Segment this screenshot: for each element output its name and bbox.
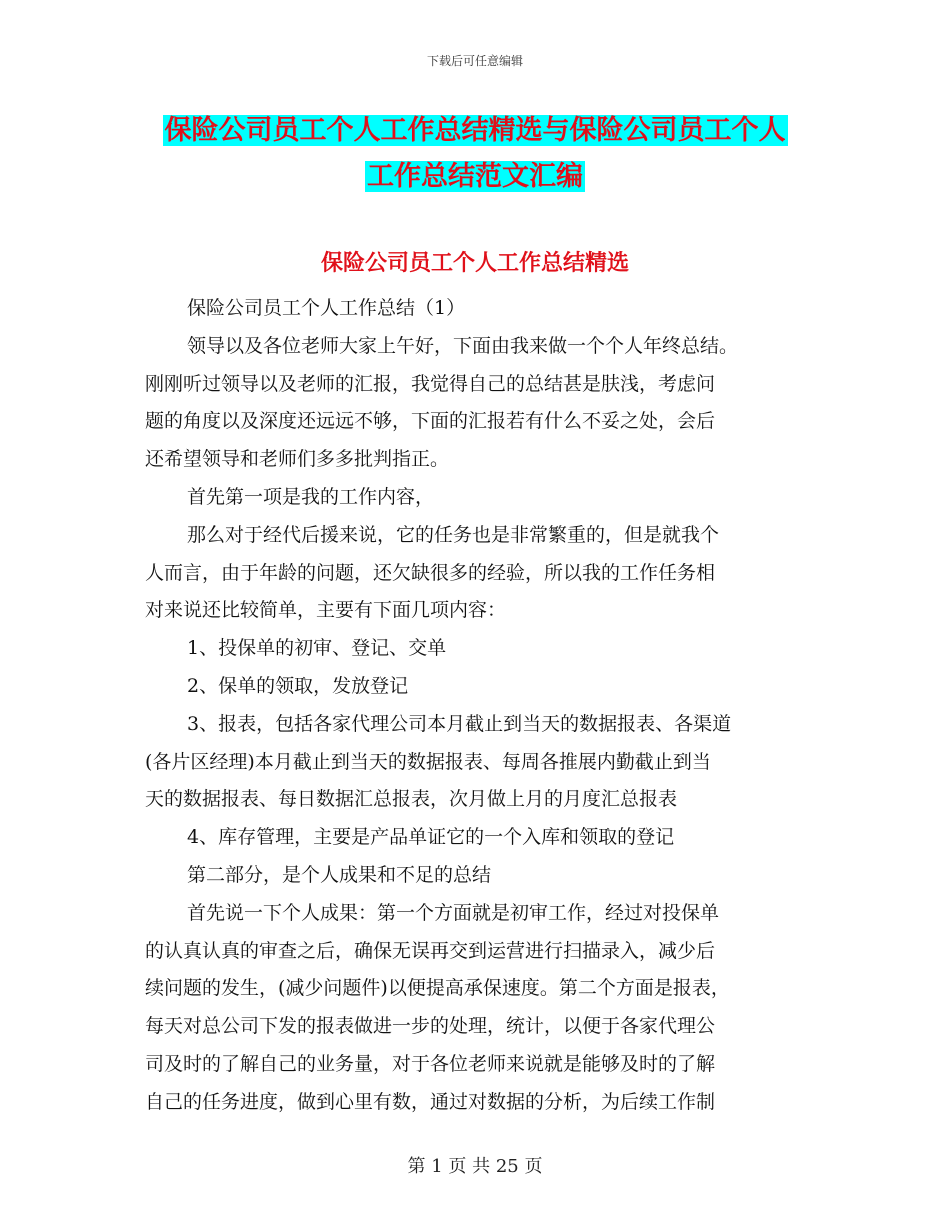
header-note: 下载后可任意编辑 xyxy=(426,54,523,68)
body-line: 第二部分，是个人成果和不足的总结 xyxy=(187,863,492,886)
body-line: 刚刚听过领导以及老师的汇报，我觉得自己的总结甚是肤浅，考虑问 xyxy=(145,372,716,395)
body-line: 保险公司员工个人工作总结（1） xyxy=(187,297,466,319)
list-item: 3、报表，包括各家代理公司本月截止到当天的数据报表、各渠道 xyxy=(187,712,732,735)
body-line: 题的角度以及深度还远远不够，下面的汇报若有什么不妥之处，会后 xyxy=(145,410,716,433)
body-line: 续问题的发生，(减少问题件)以便提高承保速度。第二个方面是报表， xyxy=(145,977,730,1000)
main-title-line-2: 工作总结范文汇编 xyxy=(367,161,583,192)
page-footer: 第 1 页 共 25 页 xyxy=(407,1156,543,1177)
body-line: (各片区经理)本月截止到当天的数据报表、每周各推展内勤截止到当 xyxy=(145,750,711,773)
body-line: 首先说一下个人成果：第一个方面就是初审工作，经过对投保单 xyxy=(187,901,720,924)
body-line: 天的数据报表、每日数据汇总报表，次月做上月的月度汇总报表 xyxy=(145,788,678,811)
body-line: 那么对于经代后援来说，它的任务也是非常繁重的，但是就我个 xyxy=(187,523,720,546)
main-title-line-1: 保险公司员工个人工作总结精选与保险公司员工个人 xyxy=(164,115,786,146)
body-line: 还希望领导和老师们多多批判指正。 xyxy=(145,448,450,471)
body-text xyxy=(145,290,810,1122)
body-line: 对来说还比较简单，主要有下面几项内容： xyxy=(145,599,507,622)
body-line: 自己的任务进度，做到心里有数，通过对数据的分析，为后续工作制 xyxy=(145,1090,716,1113)
body-line: 人而言，由于年龄的问题，还欠缺很多的经验，所以我的工作任务相 xyxy=(145,561,716,584)
list-item: 4、库存管理，主要是产品单证它的一个入库和领取的登记 xyxy=(187,826,675,849)
main-title xyxy=(0,108,950,200)
body-line: 首先第一项是我的工作内容， xyxy=(187,485,435,508)
body-line: 每天对总公司下发的报表做进一步的处理，统计，以便于各家代理公 xyxy=(145,1015,716,1038)
list-item: 2、保单的领取，发放登记 xyxy=(187,674,409,697)
body-line: 司及时的了解自己的业务量，对于各位老师来说就是能够及时的了解 xyxy=(145,1052,716,1075)
body-line: 领导以及各位老师大家上午好，下面由我来做一个个人年终总结。 xyxy=(187,334,739,357)
list-item: 1、投保单的初审、登记、交单 xyxy=(187,637,447,660)
body-line: 的认真认真的审查之后，确保无误再交到运营进行扫描录入，减少后 xyxy=(145,939,716,962)
section-title: 保险公司员工个人工作总结精选 xyxy=(320,251,629,276)
